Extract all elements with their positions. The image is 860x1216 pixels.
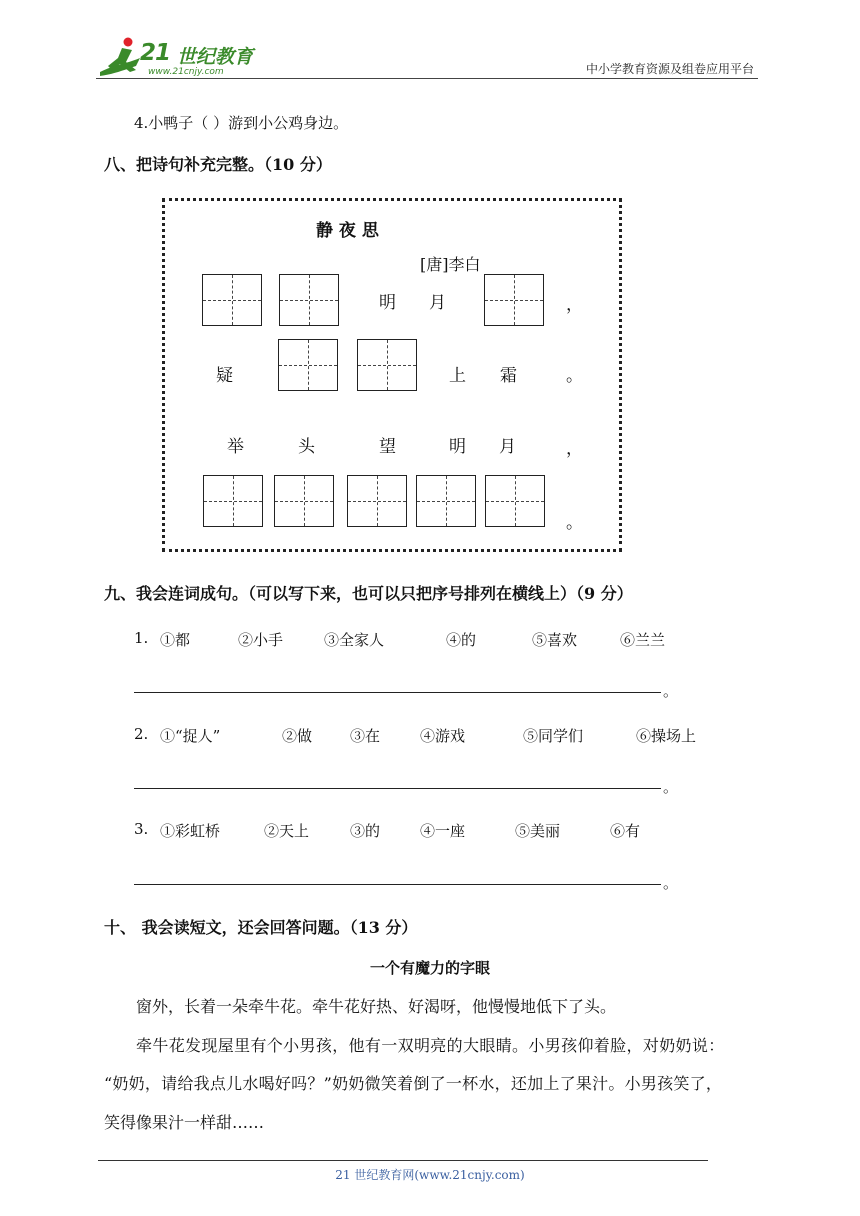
answer-period: 。 bbox=[663, 682, 679, 700]
poem-char: 疑 bbox=[216, 366, 233, 386]
poem-punct: 。 bbox=[566, 513, 583, 533]
story-paragraph: 窗外，长着一朵牵牛花。牵牛花好热、好渴呀，他慢慢地低下了头。 bbox=[136, 997, 617, 1016]
word-option: ④游戏 bbox=[420, 727, 466, 745]
word-option: ④的 bbox=[446, 631, 477, 649]
logo-text: 21 bbox=[140, 40, 171, 66]
word-option: ②小手 bbox=[238, 631, 284, 649]
word-option: ②天上 bbox=[264, 822, 310, 840]
section-8-title: 八、把诗句补充完整。（10 分） bbox=[104, 155, 332, 174]
word-option: ④一座 bbox=[420, 822, 466, 840]
tian-box[interactable] bbox=[274, 475, 334, 527]
answer-line[interactable] bbox=[134, 884, 661, 885]
tian-box[interactable] bbox=[416, 475, 476, 527]
section-9-title: 九、我会连词成句。（可以写下来，也可以只把序号排列在横线上）（9 分） bbox=[104, 584, 633, 603]
word-option: ③的 bbox=[350, 822, 381, 840]
footer-text: 21 世纪教育网(www.21cnjy.com) bbox=[335, 1168, 525, 1182]
item-number: 1. bbox=[134, 629, 149, 647]
word-option: ①“捉人” bbox=[160, 727, 221, 745]
poem-punct: ， bbox=[566, 439, 583, 459]
poem-char: 望 bbox=[379, 437, 396, 457]
word-option: ⑤美丽 bbox=[515, 822, 561, 840]
poem-char: 月 bbox=[499, 437, 516, 457]
item-number: 3. bbox=[134, 820, 149, 838]
word-option: ②做 bbox=[282, 727, 313, 745]
word-option: ⑤喜欢 bbox=[532, 631, 578, 649]
tian-box[interactable] bbox=[485, 475, 545, 527]
platform-label: 中小学教育资源及组卷应用平台 bbox=[585, 62, 754, 76]
footer-divider bbox=[98, 1160, 708, 1161]
word-option: ⑥操场上 bbox=[636, 727, 697, 745]
poem-char: 明 bbox=[449, 437, 466, 457]
poem-punct: ， bbox=[566, 295, 583, 315]
tian-box[interactable] bbox=[347, 475, 407, 527]
story-paragraph: “奶奶，请给我点儿水喝好吗？”奶奶微笑着倒了一杯水，还加上了果汁。小男孩笑了， bbox=[104, 1074, 723, 1093]
answer-period: 。 bbox=[663, 874, 679, 892]
poem-char: 明 bbox=[379, 293, 396, 313]
word-option: ⑥兰兰 bbox=[620, 631, 666, 649]
story-paragraph: 牵牛花发现屋里有个小男孩，他有一双明亮的大眼睛。小男孩仰着脸，对奶奶说： bbox=[136, 1036, 725, 1055]
story-paragraph: 笑得像果汁一样甜…… bbox=[104, 1113, 265, 1132]
poem-char: 霜 bbox=[500, 366, 517, 386]
story-title: 一个有魔力的字眼 bbox=[369, 959, 490, 977]
poem-char: 头 bbox=[298, 437, 315, 457]
poem-char: 月 bbox=[429, 293, 446, 313]
section-10-title: 十、 我会读短文，还会回答问题。（13 分） bbox=[104, 918, 418, 937]
logo-url: www.21cnjy.com bbox=[148, 67, 224, 77]
word-option: ⑤同学们 bbox=[523, 727, 584, 745]
word-option: ③全家人 bbox=[324, 631, 385, 649]
poem-title: 静 夜 思 bbox=[316, 221, 379, 241]
poem-punct: 。 bbox=[566, 366, 583, 386]
answer-line[interactable] bbox=[134, 788, 661, 789]
word-option: ③在 bbox=[350, 727, 381, 745]
tian-box[interactable] bbox=[202, 274, 262, 326]
poem-char: 举 bbox=[227, 437, 244, 457]
tian-box[interactable] bbox=[484, 274, 544, 326]
poem-char: 上 bbox=[449, 366, 466, 386]
question-7-item-4: 4.小鸭子（ ）游到小公鸡身边。 bbox=[134, 114, 349, 132]
answer-line[interactable] bbox=[134, 692, 661, 693]
tian-box[interactable] bbox=[357, 339, 417, 391]
logo-text-cn: 世纪教育 bbox=[177, 46, 254, 68]
answer-period: 。 bbox=[663, 778, 679, 796]
word-option: ①都 bbox=[160, 631, 191, 649]
poem-author: [唐]李白 bbox=[420, 255, 481, 274]
header-divider bbox=[96, 78, 758, 79]
tian-box[interactable] bbox=[279, 274, 339, 326]
tian-box[interactable] bbox=[278, 339, 338, 391]
item-number: 2. bbox=[134, 725, 149, 743]
tian-box[interactable] bbox=[203, 475, 263, 527]
word-option: ⑥有 bbox=[610, 822, 641, 840]
word-option: ①彩虹桥 bbox=[160, 822, 221, 840]
